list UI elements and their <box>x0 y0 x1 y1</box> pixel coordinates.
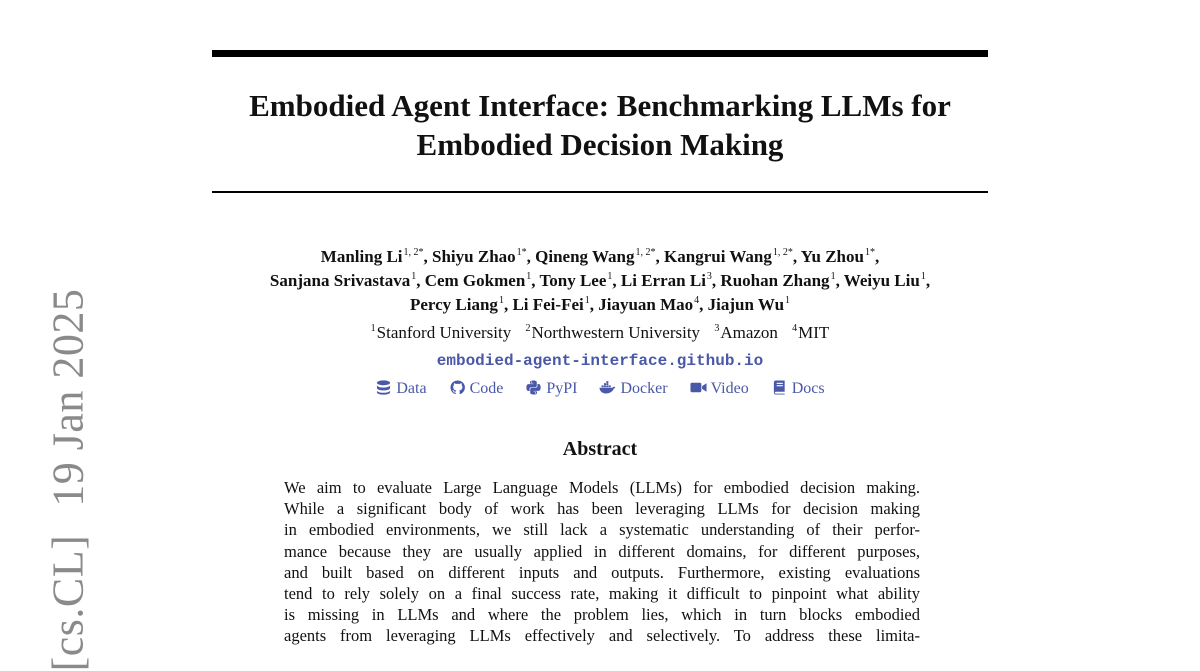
affiliation-name: Stanford University <box>376 323 512 342</box>
author-name: Sanjana Srivastava <box>269 271 411 290</box>
docker-link[interactable] <box>599 378 667 400</box>
code-link[interactable] <box>449 378 504 400</box>
arxiv-date: 19 Jan 2025 <box>43 288 93 507</box>
python-icon <box>525 380 542 395</box>
abstract-line: is missing in LLMs and where the problem lies, which in turn blocks embodied <box>284 605 920 625</box>
author-name: Jiajun Wu <box>707 295 785 314</box>
arxiv-category: [cs.CL] <box>43 534 93 671</box>
docker-icon <box>599 380 616 395</box>
video-camera-icon <box>690 380 707 395</box>
author-name: Shiyu Zhao <box>432 247 516 266</box>
author-affiliation-mark: 1, 2* <box>403 247 424 258</box>
author-affiliation-mark: 1* <box>516 247 527 258</box>
author-name: Yu Zhou <box>800 247 864 266</box>
author-separator: , <box>503 295 513 314</box>
author-affiliation-mark: 1 <box>584 295 590 306</box>
abstract-body <box>284 477 920 647</box>
author-affiliation-mark: 3 <box>706 271 712 282</box>
author-separator: , <box>612 271 621 290</box>
database-icon <box>375 380 392 395</box>
affiliation-mark: 3 <box>714 323 720 334</box>
author-name: Kangrui Wang <box>664 247 772 266</box>
abstract-line: agents from leveraging LLMs effectively and selectively. To address these limita- <box>284 626 920 646</box>
author-name: Li Erran Li <box>620 271 706 290</box>
paper-title-line-1: Embodied Agent Interface: Benchmarking LLMs for <box>249 88 951 123</box>
author-list <box>212 245 988 317</box>
author-separator: , <box>792 247 801 266</box>
arxiv-stamp <box>43 289 94 671</box>
author-separator: , <box>835 271 844 290</box>
docs-link[interactable] <box>771 378 825 400</box>
author-name: Manling Li <box>320 247 403 266</box>
affiliation-mark: 4 <box>792 323 798 334</box>
title-top-rule <box>212 50 988 57</box>
author-name: Cem Gokmen <box>424 271 526 290</box>
affiliation-name: MIT <box>798 323 830 342</box>
author-separator: , <box>416 271 425 290</box>
author-separator: , <box>874 247 880 266</box>
abstract-heading: Abstract <box>562 438 638 460</box>
author-separator: , <box>423 247 433 266</box>
author-affiliation-mark: 1 <box>411 271 417 282</box>
abstract-line: We aim to evaluate Large Language Models (LLMs) for embodied decision making. <box>284 478 920 497</box>
author-separator: , <box>589 295 599 314</box>
affiliation-name: Amazon <box>720 323 778 342</box>
author-separator: , <box>711 271 721 290</box>
author-name: Weiyu Liu <box>843 271 920 290</box>
author-separator: , <box>526 247 536 266</box>
paper-title <box>212 86 988 164</box>
pypi-link-label: PyPI <box>546 380 578 397</box>
author-affiliation-mark: 1 <box>607 271 613 282</box>
video-link[interactable] <box>690 378 749 400</box>
title-bottom-rule <box>212 191 988 193</box>
paper-title-line-2: Embodied Decision Making <box>416 127 784 162</box>
author-affiliation-mark: 1, 2* <box>635 247 656 258</box>
affiliation-mark: 1 <box>370 323 376 334</box>
author-affiliation-mark: 1 <box>526 271 532 282</box>
book-icon <box>771 380 788 395</box>
github-icon <box>449 380 466 395</box>
affiliation-name: Northwestern University <box>531 323 701 342</box>
abstract-line: and built based on different inputs and outputs. Furthermore, existing evaluations <box>284 562 920 582</box>
author-affiliation-mark: 1* <box>864 247 875 258</box>
data-link-label: Data <box>396 380 427 397</box>
resource-links <box>212 378 988 400</box>
author-name: Li Fei-Fei <box>512 295 584 314</box>
author-separator: , <box>699 295 708 314</box>
docker-link-label: Docker <box>620 380 668 397</box>
author-affiliation-mark: 4 <box>694 295 700 306</box>
code-link-label: Code <box>469 380 504 397</box>
abstract-line: mance because they are usually applied in different domains, for different purposes, <box>284 541 920 561</box>
video-link-label: Video <box>710 380 749 397</box>
author-name: Qineng Wang <box>535 247 635 266</box>
author-affiliation-mark: 1 <box>830 271 836 282</box>
author-name: Percy Liang <box>409 295 498 314</box>
project-url-link[interactable]: embodied-agent-interface.github.io <box>436 352 764 370</box>
author-name: Tony Lee <box>539 271 607 290</box>
author-separator: , <box>655 247 665 266</box>
author-name: Jiayuan Mao <box>598 295 694 314</box>
abstract-line: in embodied environments, we still lack a systematic understanding of their perfor- <box>284 520 920 540</box>
abstract-line: tend to rely solely on a final success rate, making it difficult to pinpoint what ability <box>284 584 920 604</box>
affiliation-mark: 2 <box>525 323 531 334</box>
author-affiliation-mark: 1, 2* <box>772 247 793 258</box>
author-name: Ruohan Zhang <box>720 271 830 290</box>
author-affiliation-mark: 1 <box>498 295 504 306</box>
author-separator: , <box>531 271 540 290</box>
abstract-line: While a significant body of work has been leveraging LLMs for decision making <box>284 499 920 519</box>
data-link[interactable] <box>375 378 426 400</box>
pypi-link[interactable] <box>525 378 577 400</box>
docs-link-label: Docs <box>791 380 825 397</box>
author-affiliation-mark: 1 <box>920 271 926 282</box>
affiliation-list <box>212 321 988 345</box>
author-separator: , <box>925 271 931 290</box>
author-affiliation-mark: 1 <box>785 295 791 306</box>
